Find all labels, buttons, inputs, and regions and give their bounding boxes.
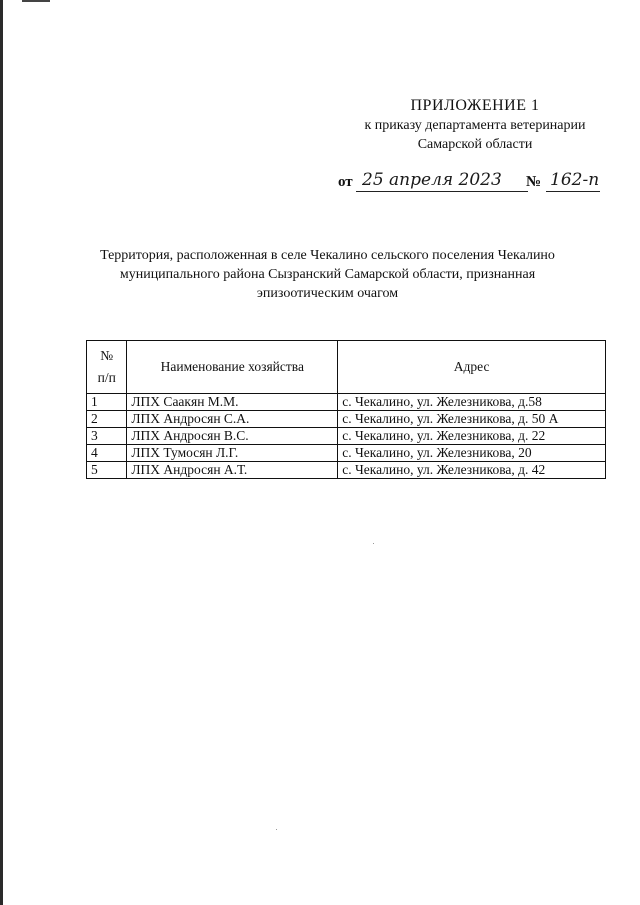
- order-date: 25 апреля 2023: [362, 170, 502, 190]
- scan-edge: [0, 0, 3, 905]
- header-household-name: Наименование хозяйства: [127, 341, 338, 394]
- appendix-header: [330, 96, 620, 154]
- order-number: 162-п: [550, 170, 600, 190]
- order-from-label: от: [338, 174, 353, 190]
- household-name: ЛПХ Андросян С.А.: [127, 411, 338, 428]
- territory-title-line: Территория, расположенная в селе Чекалино сельского поселения Чекалино: [100, 248, 555, 263]
- household-name: ЛПХ Андросян В.С.: [127, 428, 338, 445]
- table-header-row: [87, 341, 606, 394]
- household-address: с. Чекалино, ул. Железникова, д. 22: [338, 428, 606, 445]
- header-address: Адрес: [338, 341, 606, 394]
- date-underline: [356, 191, 528, 192]
- household-address: с. Чекалино, ул. Железникова, д. 50 А: [338, 411, 606, 428]
- row-number: 2: [87, 411, 127, 428]
- household-name: ЛПХ Тумосян Л.Г.: [127, 445, 338, 462]
- scan-mark: [22, 0, 50, 2]
- number-underline: [546, 191, 600, 192]
- row-number: 4: [87, 445, 127, 462]
- table-row: [87, 462, 606, 479]
- household-address: с. Чекалино, ул. Железникова, д. 42: [338, 462, 606, 479]
- scan-speck: [373, 543, 374, 544]
- table-row: [87, 428, 606, 445]
- appendix-order-reference: к приказу департамента ветеринарии: [364, 118, 586, 133]
- household-name: ЛПХ Андросян А.Т.: [127, 462, 338, 479]
- row-number: 3: [87, 428, 127, 445]
- row-number: 1: [87, 394, 127, 411]
- territory-title-line: эпизоотическим очагом: [256, 286, 399, 301]
- appendix-region: Самарской области: [417, 137, 533, 152]
- appendix-title: ПРИЛОЖЕНИЕ 1: [410, 97, 540, 114]
- territory-title-line: муниципального района Сызранский Самарской области, признанная: [119, 267, 536, 282]
- territory-title: [80, 246, 575, 303]
- household-address: с. Чекалино, ул. Железникова, 20: [338, 445, 606, 462]
- table-row: [87, 445, 606, 462]
- header-number-abbr: п/п: [97, 370, 116, 385]
- row-number: 5: [87, 462, 127, 479]
- header-number-sign: №: [100, 348, 114, 363]
- table-row: [87, 394, 606, 411]
- table-row: [87, 411, 606, 428]
- header-number: [87, 341, 127, 394]
- households-table: [86, 340, 606, 479]
- order-number-label: №: [526, 174, 542, 190]
- household-name: ЛПХ Саакян М.М.: [127, 394, 338, 411]
- scan-speck: [276, 829, 277, 830]
- household-address: с. Чекалино, ул. Железникова, д.58: [338, 394, 606, 411]
